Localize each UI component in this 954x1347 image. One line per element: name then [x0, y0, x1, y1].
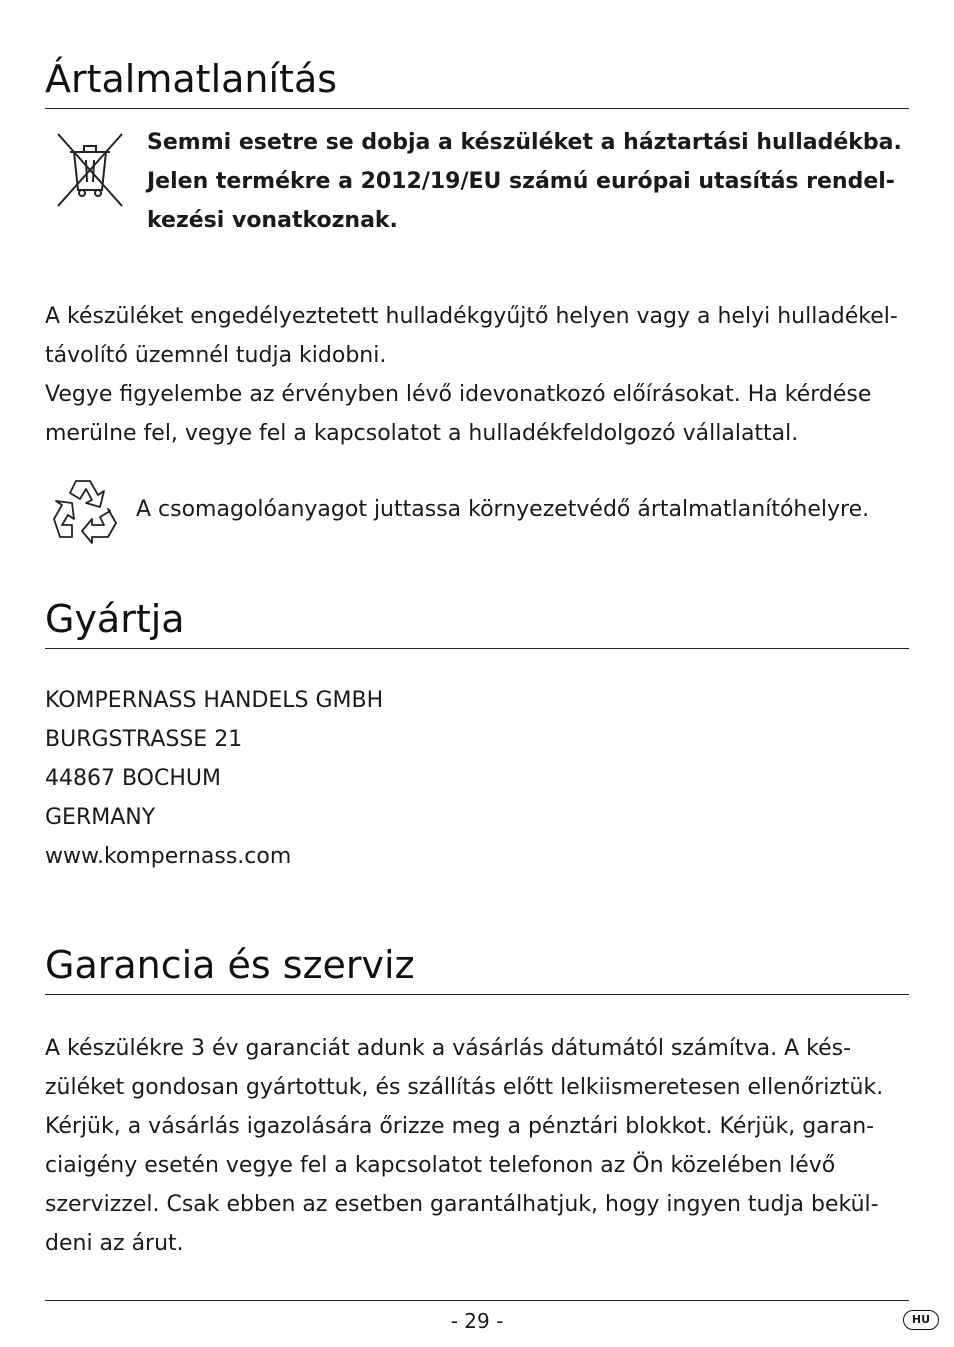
heading-rule: [45, 648, 909, 649]
warning-line: kezési vonatkoznak.: [147, 208, 398, 233]
warning-line: Semmi esetre se dobja a készüléket a háztartási hulladékba.: [147, 130, 902, 155]
body-line: szervizzel. Csak ebben az esetben garantálhatjuk, hogy ingyen tudja bekül-: [45, 1192, 879, 1217]
address-line: GERMANY: [45, 805, 156, 830]
crossed-out-wheelie-bin-icon: [52, 130, 128, 214]
heading-rule: [45, 108, 909, 109]
address-line: BURGSTRASSE 21: [45, 727, 243, 752]
body-line: deni az árut.: [45, 1231, 184, 1256]
body-line: ciaigény esetén vegye fel a kapcsolatot telefonon az Ön közelében lévő: [45, 1153, 836, 1178]
body-line: A készüléket engedélyeztetett hulladékgyűjtő helyen vagy a helyi hulladékel-: [45, 304, 898, 329]
recycle-text: A csomagolóanyagot juttassa környezetvédő ártalmatlanítóhelyre.: [136, 497, 870, 522]
body-line: távolító üzemnél tudja kidobni.: [45, 343, 387, 368]
body-line: Kérjük, a vásárlás igazolására őrizze meg a pénztári blokkot. Kérjük, garan-: [45, 1114, 875, 1139]
disposal-warning: [147, 123, 917, 240]
body-line: züléket gondosan gyártottuk, és szállítás előtt lelkiismeretesen ellenőriztük.: [45, 1075, 884, 1100]
body-line: A készülékre 3 év garanciát adunk a vásárlás dátumától számítva. A kés-: [45, 1036, 852, 1061]
body-line: merülne fel, vegye fel a kapcsolatot a hulladékfeldolgozó vállalattal.: [45, 421, 799, 446]
warning-line: Jelen termékre a 2012/19/EU számú európai utasítás rendel-: [147, 169, 895, 194]
heading-manufacturer: Gyártja: [45, 597, 185, 641]
address-line: 44867 BOCHUM: [45, 766, 221, 791]
recycle-icon: [46, 475, 126, 553]
heading-disposal: Ártalmatlanítás: [45, 57, 338, 101]
heading-warranty: Garancia és szerviz: [45, 943, 415, 987]
language-badge: HU: [903, 1310, 939, 1330]
footer-rule: [45, 1300, 909, 1301]
page-number: - 29 -: [450, 1309, 504, 1333]
address-line: KOMPERNASS HANDELS GMBH: [45, 688, 384, 713]
body-line: Vegye figyelembe az érvényben lévő idevonatkozó előírásokat. Ha kérdése: [45, 382, 872, 407]
disposal-body: [45, 297, 909, 453]
website-link: www.kompernass.com: [45, 844, 292, 869]
warranty-body: [45, 1029, 909, 1263]
manufacturer-address: [45, 681, 909, 876]
heading-rule: [45, 994, 909, 995]
